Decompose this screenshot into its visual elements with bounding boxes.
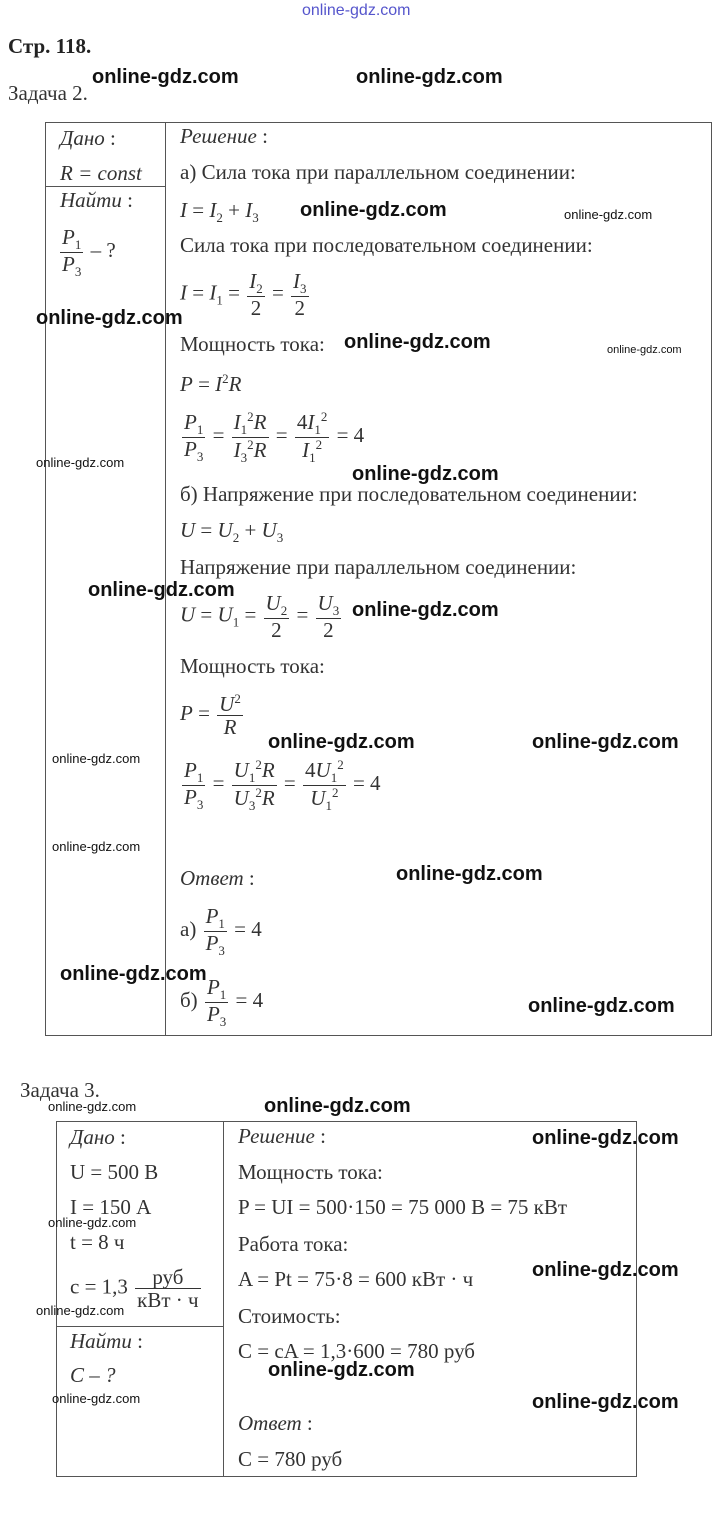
t3-given-i: I = 150 А bbox=[70, 1195, 152, 1219]
watermark: online-gdz.com bbox=[48, 1099, 137, 1114]
page-heading: Стр. 118. bbox=[8, 34, 92, 58]
answer-label: Ответ : bbox=[180, 866, 255, 890]
t3-solution-label-text: Решение bbox=[238, 1124, 315, 1148]
formula-voltage-equal: $U = U_1$ = $\frac{U_2}{2}$ = $\frac{U_3}{2}$ bbox=[180, 591, 340, 642]
watermark: online-gdz.com bbox=[36, 455, 125, 470]
formula-voltage-sum: $U = U_2 + U_3$ bbox=[180, 518, 284, 546]
watermark: online-gdz.com bbox=[36, 1303, 125, 1318]
t3-find-label: Найти : bbox=[70, 1329, 143, 1353]
t3-given-label-text: Дано bbox=[70, 1125, 115, 1149]
watermark: online-gdz.com bbox=[48, 1215, 137, 1230]
watermark: online-gdz.com bbox=[344, 331, 491, 353]
watermark: online-gdz.com bbox=[52, 751, 141, 766]
t3-power-label: Мощность тока: bbox=[238, 1160, 383, 1184]
find-label-text: Найти bbox=[60, 188, 122, 212]
answer-b: б) $\frac{P_1}{P_3}$ = 4 bbox=[180, 975, 264, 1030]
t3-power-formula: P = UI = 500·150 = 75 000 В = 75 кВт bbox=[238, 1195, 568, 1219]
solution-label-text: Решение bbox=[180, 124, 257, 148]
t3-answer-label-text: Ответ bbox=[238, 1411, 302, 1435]
t3-find-c: C – ? bbox=[70, 1363, 116, 1387]
formula-ratio-b: $\frac{P_1}{P_3}$ = $\frac{U_1^2R}{U_3^2R}$ = $\frac{4U_1^2}{U_1^2}$ = 4 bbox=[184, 757, 381, 814]
answer-a: а) $\frac{P_1}{P_3}$ = 4 bbox=[180, 904, 262, 959]
answer-label-text: Ответ bbox=[180, 866, 244, 890]
formula-current-sum: $I = I_2 + I_3$ bbox=[180, 198, 259, 226]
watermark: online-gdz.com bbox=[300, 199, 447, 221]
t3-solution-label: Решение : bbox=[238, 1124, 326, 1148]
watermark: online-gdz.com bbox=[528, 995, 675, 1017]
watermark: online-gdz.com bbox=[356, 66, 503, 88]
task2-label: Задача 2. bbox=[8, 81, 88, 105]
t3-answer-label: Ответ : bbox=[238, 1411, 313, 1435]
answer-a-prefix: а) bbox=[180, 917, 197, 942]
t3-given-u: U = 500 В bbox=[70, 1160, 159, 1184]
watermark: online-gdz.com bbox=[532, 731, 679, 753]
watermark: online-gdz.com bbox=[92, 66, 239, 88]
t3-c-unit-num: руб bbox=[135, 1266, 200, 1289]
watermark: online-gdz.com bbox=[52, 1391, 141, 1406]
given-r: R = const bbox=[60, 161, 142, 185]
watermark: online-gdz.com bbox=[268, 1359, 415, 1381]
watermark: online-gdz.com bbox=[36, 307, 183, 329]
find-ratio: $\frac{P_1}{P_3}$ – ? bbox=[62, 225, 116, 280]
step-b-series-voltage: б) Напряжение при последовательном соединении: bbox=[180, 482, 638, 506]
watermark: online-gdz.com bbox=[532, 1127, 679, 1149]
t3-given-c-prefix: c = 1,3 bbox=[70, 1274, 128, 1299]
watermark: online-gdz.com bbox=[352, 599, 499, 621]
given-label-text: Дано bbox=[60, 126, 105, 150]
parallel-voltage: Напряжение при параллельном соединении: bbox=[180, 555, 577, 579]
t3-work-formula: A = Pt = 75·8 = 600 кВт · ч bbox=[238, 1267, 474, 1291]
power-label-2: Мощность тока: bbox=[180, 654, 325, 678]
t3-given-t: t = 8 ч bbox=[70, 1230, 125, 1254]
formula-current-equal: $I = I_1$ = $\frac{I_2}{2}$ = $\frac{I_3}{2}$ bbox=[180, 269, 307, 320]
formula-ratio-a: $\frac{P_1}{P_3}$ = $\frac{I_1^2R}{I_3^2R}$ = $\frac{4I_1^2}{I_1^2}$ = 4 bbox=[184, 409, 365, 466]
watermark: online-gdz.com bbox=[60, 963, 207, 985]
watermark: online-gdz.com bbox=[532, 1391, 679, 1413]
watermark: online-gdz.com bbox=[268, 731, 415, 753]
site-header: online-gdz.com bbox=[302, 2, 411, 19]
t3-answer-value: C = 780 руб bbox=[238, 1447, 343, 1471]
given-label: Дано : bbox=[60, 126, 116, 150]
t3-find-label-text: Найти bbox=[70, 1329, 132, 1353]
t3-cost-label: Стоимость: bbox=[238, 1304, 341, 1328]
task3-label: Задача 3. bbox=[20, 1078, 100, 1102]
watermark: online-gdz.com bbox=[352, 463, 499, 485]
watermark: online-gdz.com bbox=[396, 863, 543, 885]
watermark: online-gdz.com bbox=[564, 207, 653, 222]
watermark: online-gdz.com bbox=[88, 579, 235, 601]
t3-work-label: Работа тока: bbox=[238, 1232, 349, 1256]
t3-c-unit-den: кВт · ч bbox=[137, 1288, 199, 1313]
t3-cost-formula: C = cA = 1,3·600 = 780 руб bbox=[238, 1339, 475, 1363]
solution-label: Решение : bbox=[180, 124, 268, 148]
answer-a-value: 4 bbox=[251, 917, 262, 942]
find-label: Найти : bbox=[60, 188, 133, 212]
watermark: online-gdz.com bbox=[264, 1095, 411, 1117]
t3-given-label: Дано : bbox=[70, 1125, 126, 1149]
power-label-1: Мощность тока: bbox=[180, 332, 325, 356]
answer-b-prefix: б) bbox=[180, 988, 198, 1013]
answer-b-value: 4 bbox=[252, 988, 264, 1013]
watermark: online-gdz.com bbox=[52, 839, 141, 854]
watermark: online-gdz.com bbox=[532, 1259, 679, 1281]
watermark: online-gdz.com bbox=[607, 344, 682, 356]
series-current: Сила тока при последовательном соединении: bbox=[180, 233, 593, 257]
formula-power-i2r: $P = I^2R$ bbox=[180, 371, 242, 396]
formula-power-u2r: P = $\frac{U^2}{R}$ bbox=[180, 691, 241, 740]
step-a-parallel: а) Сила тока при параллельном соединении: bbox=[180, 160, 576, 184]
